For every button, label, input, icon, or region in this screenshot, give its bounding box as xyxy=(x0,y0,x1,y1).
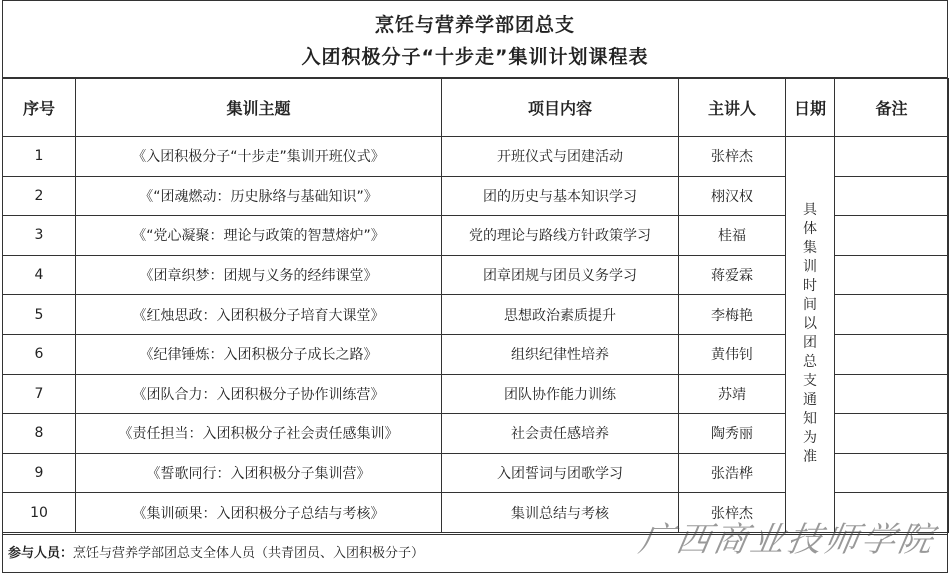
cell-remarks xyxy=(835,453,949,493)
cell-speaker: 张梓杰 xyxy=(679,137,786,177)
cell-content: 组织纪律性培养 xyxy=(442,334,679,374)
cell-speaker: 蒋爱霖 xyxy=(679,255,786,295)
cell-no: 10 xyxy=(3,493,76,533)
cell-remarks xyxy=(835,414,949,454)
cell-no: 8 xyxy=(3,414,76,454)
cell-content: 思想政治素质提升 xyxy=(442,295,679,335)
cell-theme: 《誓歌同行：入团积极分子集训营》 xyxy=(76,453,442,493)
cell-no: 7 xyxy=(3,374,76,414)
cell-content: 团章团规与团员义务学习 xyxy=(442,255,679,295)
cell-theme: 《纪律锤炼：入团积极分子成长之路》 xyxy=(76,334,442,374)
cell-theme: 《集训硕果：入团积极分子总结与考核》 xyxy=(76,493,442,533)
cell-remarks xyxy=(835,255,949,295)
title-block xyxy=(2,0,948,78)
cell-remarks xyxy=(835,137,949,177)
cell-no: 9 xyxy=(3,453,76,493)
cell-theme: 《红烛思政：入团积极分子培育大课堂》 xyxy=(76,295,442,335)
schedule-table xyxy=(2,78,949,533)
cell-content: 入团誓词与团歌学习 xyxy=(442,453,679,493)
cell-remarks xyxy=(835,176,949,216)
table-header-row xyxy=(3,79,949,137)
participants-value: 烹饪与营养学部团总支全体人员（共青团员、入团积极分子） xyxy=(73,546,425,561)
cell-speaker: 张梓杰 xyxy=(679,493,786,533)
cell-no: 5 xyxy=(3,295,76,335)
cell-remarks xyxy=(835,374,949,414)
cell-remarks xyxy=(835,334,949,374)
cell-content: 集训总结与考核 xyxy=(442,493,679,533)
cell-theme: 《“党心凝聚：理论与政策的智慧熔炉”》 xyxy=(76,216,442,256)
cell-theme: 《责任担当：入团积极分子社会责任感集训》 xyxy=(76,414,442,454)
page-subtitle: 入团积极分子“十步走”集训计划课程表 xyxy=(301,46,649,68)
cell-date xyxy=(786,137,835,533)
table-row xyxy=(3,137,949,177)
cell-speaker: 黄伟钊 xyxy=(679,334,786,374)
cell-no: 6 xyxy=(3,334,76,374)
cell-speaker: 李梅艳 xyxy=(679,295,786,335)
cell-speaker: 陶秀丽 xyxy=(679,414,786,454)
participants-label: 参与人员： xyxy=(8,546,74,561)
cell-theme: 《团章织梦：团规与义务的经纬课堂》 xyxy=(76,255,442,295)
institution-watermark: 广西商业技师学院 xyxy=(635,520,939,560)
cell-content: 团队协作能力训练 xyxy=(442,374,679,414)
cell-remarks xyxy=(835,295,949,335)
header-no: 序号 xyxy=(3,79,76,137)
header-remarks: 备注 xyxy=(835,79,949,137)
cell-speaker: 苏靖 xyxy=(679,374,786,414)
cell-no: 3 xyxy=(3,216,76,256)
cell-content: 社会责任感培养 xyxy=(442,414,679,454)
cell-speaker: 桂福 xyxy=(679,216,786,256)
cell-no: 2 xyxy=(3,176,76,216)
header-date: 日期 xyxy=(786,79,835,137)
cell-content: 党的理论与路线方针政策学习 xyxy=(442,216,679,256)
cell-content: 团的历史与基本知识学习 xyxy=(442,176,679,216)
cell-speaker: 栩汉权 xyxy=(679,176,786,216)
cell-speaker: 张浩桦 xyxy=(679,453,786,493)
header-content: 项目内容 xyxy=(442,79,679,137)
date-note: 具体集训时间以团总支通知为准 xyxy=(802,202,817,466)
cell-theme: 《入团积极分子“十步走”集训开班仪式》 xyxy=(76,137,442,177)
cell-theme: 《“团魂燃动：历史脉络与基础知识”》 xyxy=(76,176,442,216)
cell-no: 1 xyxy=(3,137,76,177)
cell-content: 开班仪式与团建活动 xyxy=(442,137,679,177)
cell-remarks xyxy=(835,216,949,256)
cell-theme: 《团队合力：入团积极分子协作训练营》 xyxy=(76,374,442,414)
cell-no: 4 xyxy=(3,255,76,295)
page-title: 烹饪与营养学部团总支 xyxy=(374,14,575,36)
header-speaker: 主讲人 xyxy=(679,79,786,137)
header-theme: 集训主题 xyxy=(76,79,442,137)
